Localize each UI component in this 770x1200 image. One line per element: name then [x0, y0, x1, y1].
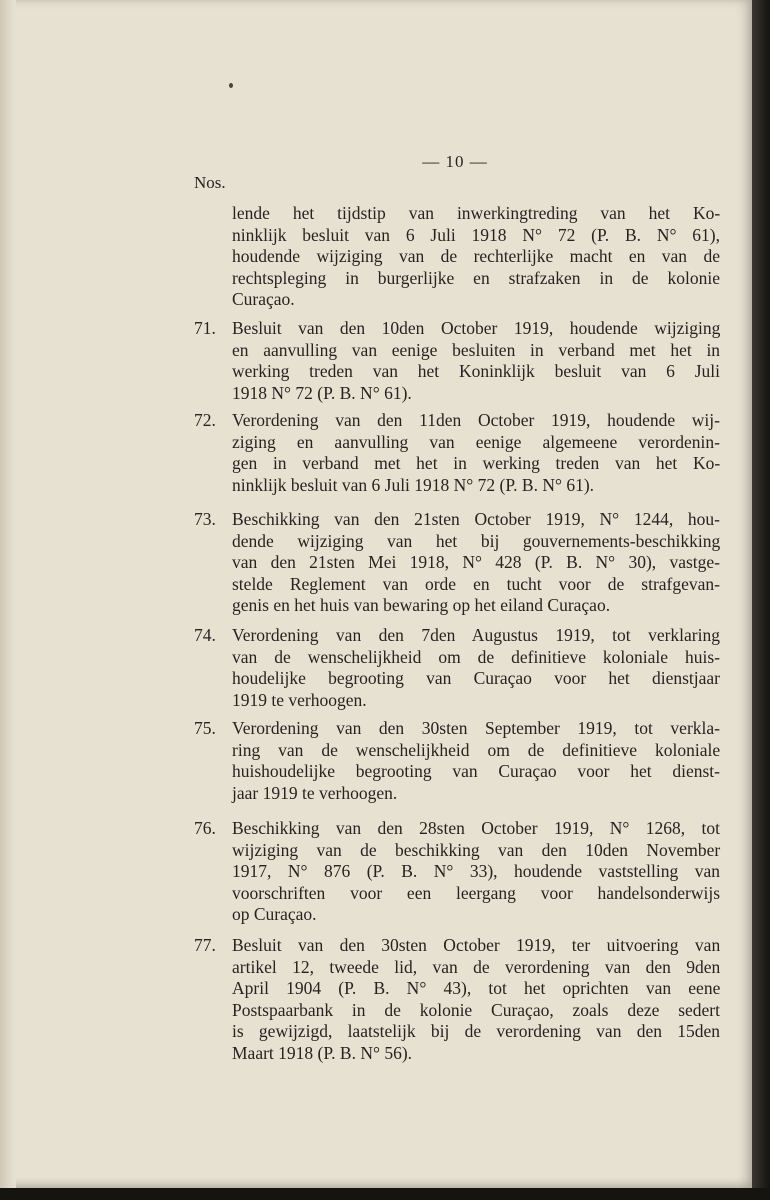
page-number: — 10 —: [422, 152, 488, 171]
text-line: 1919 te verhoogen.: [232, 689, 367, 710]
text-line: Beschikking van den 21sten October 1919, N° 1244, hou-: [232, 509, 720, 529]
list-item: [194, 318, 734, 404]
continuation-entry: [194, 203, 734, 311]
text-line: genis en het huis van bewaring op het eiland Curaçao.: [232, 595, 611, 615]
nos-label: Nos.: [194, 173, 226, 192]
text-line: werking treden van het Koninklijk besluit van 6 Juli: [232, 361, 720, 381]
entry-number: 76.: [194, 818, 216, 838]
scan-edge-right: [752, 0, 770, 1200]
entry-number: 73.: [194, 509, 216, 529]
text-line: houdende wijziging van de rechterlijke macht en van de: [232, 246, 720, 266]
list-item: [194, 718, 734, 804]
text-line: Verordening van den 7den Augustus 1919, tot verklaring: [232, 625, 720, 645]
text-line: dende wijziging van het bij gouvernements-beschikking: [232, 530, 721, 551]
text-line: gen in verband met het in werking treden van het Ko-: [232, 453, 721, 473]
text-line: Verordening van den 30sten September 1919, tot verkla-: [232, 718, 720, 738]
entry-number: 74.: [194, 625, 216, 645]
text-line: stelde Reglement van orde en tucht voor de strafgevan-: [232, 573, 720, 594]
entry-number: 77.: [194, 935, 216, 955]
text-line: Maart 1918 (P. B. N° 56).: [232, 1042, 413, 1063]
text-line: van den 21sten Mei 1918, N° 428 (P. B. N° 30), vastge-: [232, 552, 720, 572]
entry-number: 72.: [194, 410, 216, 430]
list-item: [194, 625, 734, 711]
text-line: Besluit van den 30sten October 1919, ter uitvoering van: [232, 935, 721, 955]
text-line: lende het tijdstip van inwerkingtreding van het Ko-: [232, 203, 721, 223]
text-line: voorschriften voor een leergang voor handelsonderwijs: [232, 882, 721, 903]
list-item: [194, 935, 734, 1064]
entry-text: [232, 818, 720, 926]
text-line: Curaçao.: [232, 289, 295, 309]
entry-text: [232, 718, 720, 804]
text-line: 1917, N° 876 (P. B. N° 33), houdende vaststelling van: [232, 861, 721, 881]
entry-text: [232, 203, 720, 311]
list-item: [194, 818, 734, 926]
entry-text: [232, 318, 720, 404]
list-item: [194, 509, 734, 617]
entry-number: 71.: [194, 318, 216, 338]
text-line: van de wenschelijkheid om de definitieve koloniale huis-: [232, 646, 720, 667]
text-line: huishoudelijke begrooting van Curaçao voor het dienst-: [232, 761, 720, 781]
text-line: ziging en aanvulling van eenige algemeene verordenin-: [232, 431, 720, 452]
scan-edge-bottom: [0, 1188, 770, 1200]
text-line: is gewijzigd, laatstelijk bij de verordening van den 15den: [232, 1021, 720, 1041]
entry-text: [232, 625, 720, 711]
text-line: 1918 N° 72 (P. B. N° 61).: [232, 382, 412, 403]
text-line: Besluit van den 10den October 1919, houdende wijziging: [232, 318, 721, 338]
text-line: ninklijk besluit van 6 Juli 1918 N° 72 (P. B. N° 61),: [232, 224, 721, 245]
ink-speck: [229, 83, 233, 88]
entry-text: [232, 935, 720, 1064]
text-line: jaar 1919 te verhoogen.: [232, 782, 398, 803]
text-line: Verordening van den 11den October 1919, houdende wij-: [232, 410, 720, 430]
entry-text: [232, 509, 720, 617]
list-item: [194, 410, 734, 496]
text-line: op Curaçao.: [232, 904, 317, 924]
text-line: houdelijke begrooting van Curaçao voor het dienstjaar: [232, 668, 720, 688]
text-line: en aanvulling van eenige besluiten in verband met het in: [232, 339, 721, 360]
text-line: Beschikking van den 28sten October 1919, N° 1268, tot: [232, 818, 720, 838]
page-spine: [0, 0, 16, 1188]
text-line: April 1904 (P. B. N° 43), tot het oprichten van eene: [232, 978, 721, 998]
text-line: rechtspleging in burgerlijke en strafzaken in de kolonie: [232, 267, 720, 288]
text-line: ring van de wenschelijkheid om de definitieve koloniale: [232, 739, 721, 760]
text-line: artikel 12, tweede lid, van de verordening van den 9den: [232, 956, 721, 977]
entry-number: 75.: [194, 718, 216, 738]
entry-text: [232, 410, 720, 496]
text-line: Postspaarbank in de kolonie Curaçao, zoals deze sedert: [232, 999, 720, 1020]
text-line: wijziging van de beschikking van den 10den November: [232, 839, 721, 860]
text-line: ninklijk besluit van 6 Juli 1918 N° 72 (P. B. N° 61).: [232, 474, 595, 495]
